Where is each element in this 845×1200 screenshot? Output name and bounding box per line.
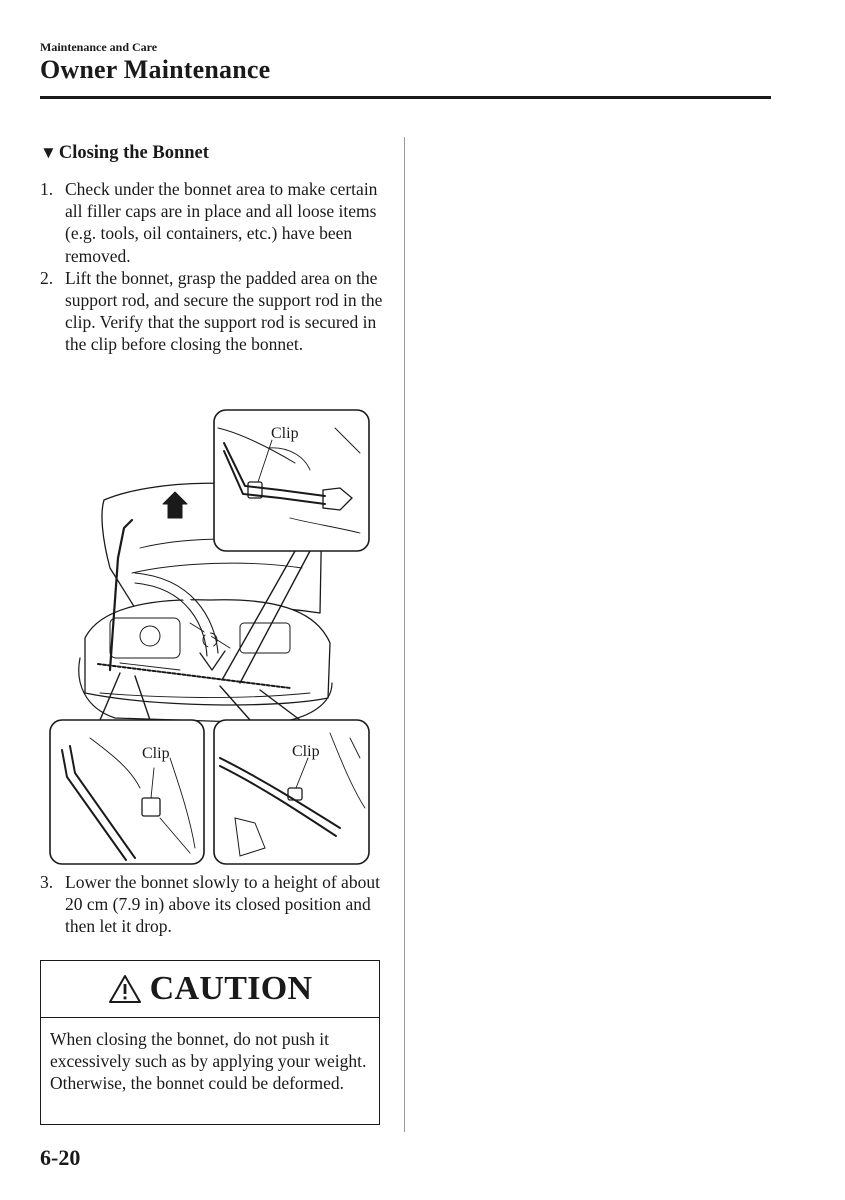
header-rule bbox=[40, 96, 771, 99]
steps-list bbox=[40, 178, 390, 356]
inset-bottom-right bbox=[214, 720, 369, 864]
section-heading bbox=[40, 143, 209, 164]
bonnet-support-rod-illustration bbox=[40, 408, 380, 868]
step-number: 2. bbox=[40, 267, 54, 288]
step-number: 3. bbox=[40, 872, 54, 892]
inset-bottom-left bbox=[50, 720, 204, 864]
section-label: Maintenance and Care bbox=[40, 40, 158, 54]
steps-list-continued bbox=[40, 871, 390, 938]
page-title: Owner Maintenance bbox=[40, 55, 271, 84]
section-heading-text: Closing the Bonnet bbox=[58, 143, 209, 163]
warning-triangle-icon bbox=[108, 974, 142, 1004]
list-item bbox=[40, 871, 390, 938]
list-item bbox=[40, 267, 390, 356]
caution-header bbox=[41, 961, 379, 1018]
step-text: Lift the bonnet, grasp the padded area on the support rod, and secure the support rod in the clip. Verify that the support rod is secured in the clip before closing the bonnet. bbox=[65, 267, 383, 355]
clip-label: Clip bbox=[142, 745, 170, 762]
page-number: 6-20 bbox=[40, 1145, 81, 1170]
caution-text: When closing the bonnet, do not push it excessively such as by applying your weight. Otherwise, the bonnet could be deformed. bbox=[50, 1029, 367, 1094]
caution-title: CAUTION bbox=[149, 970, 313, 1007]
clip-label: Clip bbox=[292, 743, 320, 760]
step-text: Lower the bonnet slowly to a height of about 20 cm (7.9 in) above its closed position and then let it drop. bbox=[65, 872, 380, 937]
step-number: 1. bbox=[40, 179, 54, 199]
column-divider bbox=[404, 137, 405, 1132]
caution-box bbox=[40, 960, 380, 1125]
triangle-marker-icon: ▼ bbox=[40, 143, 57, 162]
clip-label: Clip bbox=[271, 425, 299, 442]
list-item bbox=[40, 178, 390, 267]
step-text: Check under the bonnet area to make certain all filler caps are in place and all loose items (e.g. tools, oil containers, etc.) have been removed. bbox=[65, 179, 378, 266]
